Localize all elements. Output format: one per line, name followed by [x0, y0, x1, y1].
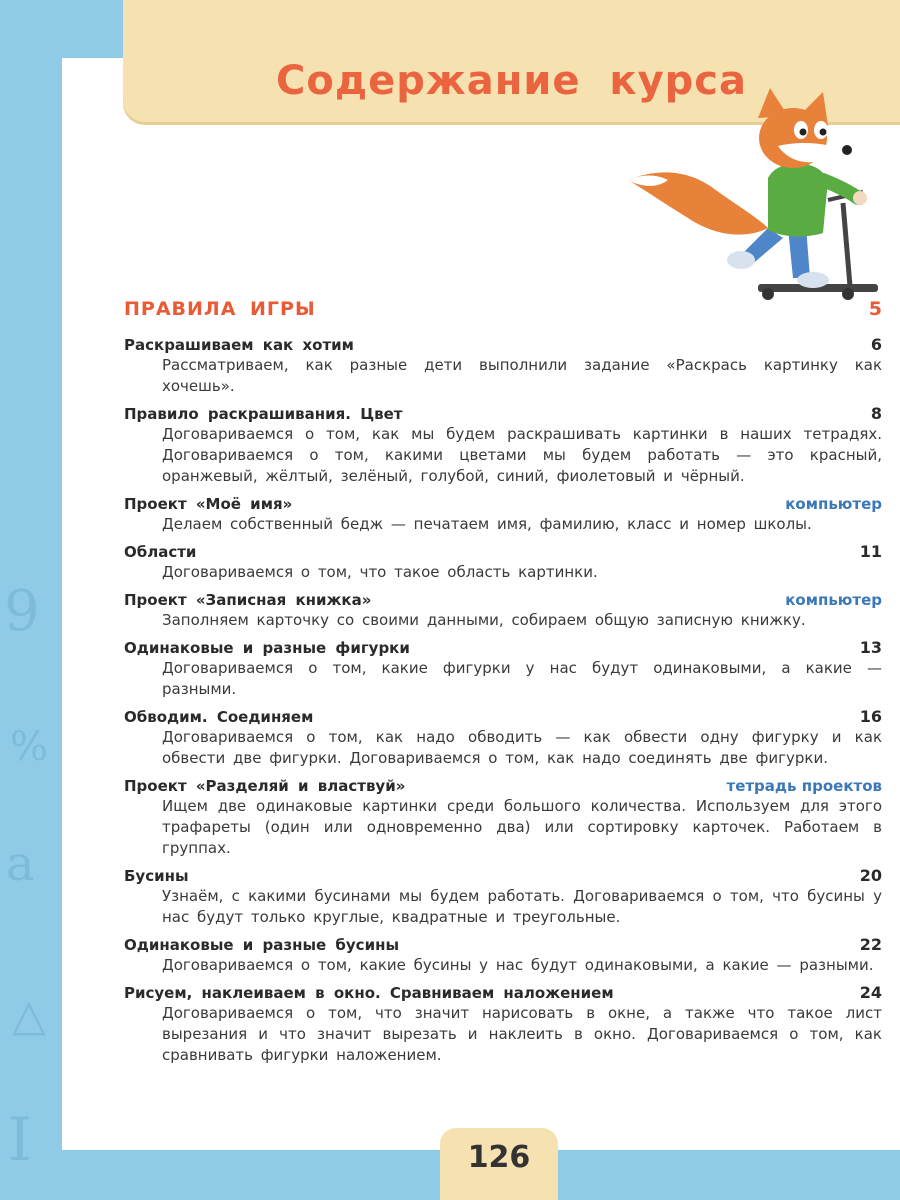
- page-number: 126: [467, 1140, 531, 1175]
- entry-description: Заполняем карточку со своими данными, собираем общую записную книжку.: [162, 611, 806, 629]
- entry-description: Договариваемся о том, как мы будем раскрашивать картинки в наших тетрадях. Договариваемся о том, какими цветами мы будем работать — это красный, оранжевый, жёлтый, зелёный, голубой, синий, фиолетовый и чёрный.: [162, 425, 882, 485]
- toc-entry: [124, 866, 882, 928]
- entry-page: 6: [870, 335, 882, 354]
- entry-description: Ищем две одинаковые картинки среди большого количества. Используем для этого трафареты (один или одновременно два) или сортировку карточек. Работаем в группах.: [162, 797, 882, 857]
- entry-page: 22: [859, 935, 882, 954]
- svg-text:9: 9: [4, 579, 40, 644]
- entry-note: компьютер: [785, 591, 882, 609]
- toc-entry: [124, 590, 882, 631]
- toc-entry: [124, 935, 882, 976]
- entry-description: Договариваемся о том, что значит нарисовать в окне, а также что такое лист вырезания и что значит вырезать и наклеить в окно. Договариваемся о том, как сравнивать фигурки наложением.: [162, 1004, 882, 1064]
- section-title: ПРАВИЛА ИГРЫ: [124, 298, 316, 320]
- toc-entry: [124, 494, 882, 535]
- toc-entry: [124, 983, 882, 1066]
- entry-title: Рисуем, наклеиваем в окно. Сравниваем наложением: [124, 984, 614, 1002]
- entry-note: тетрадь проектов: [726, 777, 882, 795]
- entry-page: 24: [859, 983, 882, 1002]
- section-header: [124, 298, 882, 328]
- entry-title: Одинаковые и разные бусины: [124, 936, 400, 954]
- svg-text:a: a: [6, 836, 35, 892]
- toc-entry: [124, 707, 882, 769]
- page-title: Содержание курса: [276, 58, 747, 104]
- entry-note: компьютер: [785, 495, 882, 513]
- entry-description: Делаем собственный бедж — печатаем имя, фамилию, класс и номер школы.: [162, 515, 812, 533]
- toc-entry: [124, 404, 882, 487]
- toc-entry: [124, 776, 882, 859]
- table-of-contents: [124, 298, 882, 1066]
- entry-description: Договариваемся о том, какие фигурки у нас будут одинаковыми, а какие — разными.: [162, 659, 882, 698]
- section-page-number: 5: [868, 298, 882, 320]
- entry-page: 20: [859, 866, 882, 885]
- entry-title: Проект «Моё имя»: [124, 495, 293, 513]
- entry-page: 11: [859, 542, 882, 561]
- entry-title: Обводим. Соединяем: [124, 708, 314, 726]
- entry-title: Проект «Разделяй и властвуй»: [124, 777, 406, 795]
- entry-page: 13: [859, 638, 882, 657]
- entry-description: Рассматриваем, как разные дети выполнили задание «Раскрась картинку как хочешь».: [162, 356, 882, 395]
- page-number-tab: [440, 1128, 558, 1200]
- entry-page: 8: [870, 404, 882, 423]
- entry-description: Договариваемся о том, какие бусины у нас будут одинаковыми, а какие — разными.: [162, 956, 874, 974]
- entry-title: Одинаковые и разные фигурки: [124, 639, 410, 657]
- entry-title: Раскрашиваем как хотим: [124, 336, 354, 354]
- entry-title: Проект «Записная книжка»: [124, 591, 372, 609]
- toc-entry: [124, 542, 882, 583]
- svg-text:%: %: [10, 724, 49, 770]
- entry-description: Узнаём, с какими бусинами мы будем работать. Договариваемся о том, что бусины у нас будут только круглые, квадратные и треугольные.: [162, 887, 882, 926]
- svg-text:△: △: [12, 990, 46, 1041]
- entry-description: Договариваемся о том, как надо обводить — как обвести одну фигурку и как обвести две фигурки. Договариваемся о том, как надо соединять две фигурки.: [162, 728, 882, 767]
- entry-page: 16: [859, 707, 882, 726]
- toc-entry: [124, 638, 882, 700]
- fox-on-scooter-illustration: [618, 88, 888, 304]
- toc-entry: [124, 335, 882, 397]
- background-math-symbols: [0, 560, 70, 1200]
- entry-title: Области: [124, 543, 197, 561]
- entry-title: Правило раскрашивания. Цвет: [124, 405, 403, 423]
- svg-text:I: I: [8, 1105, 32, 1175]
- entry-description: Договариваемся о том, что такое область картинки.: [162, 563, 598, 581]
- entry-title: Бусины: [124, 867, 189, 885]
